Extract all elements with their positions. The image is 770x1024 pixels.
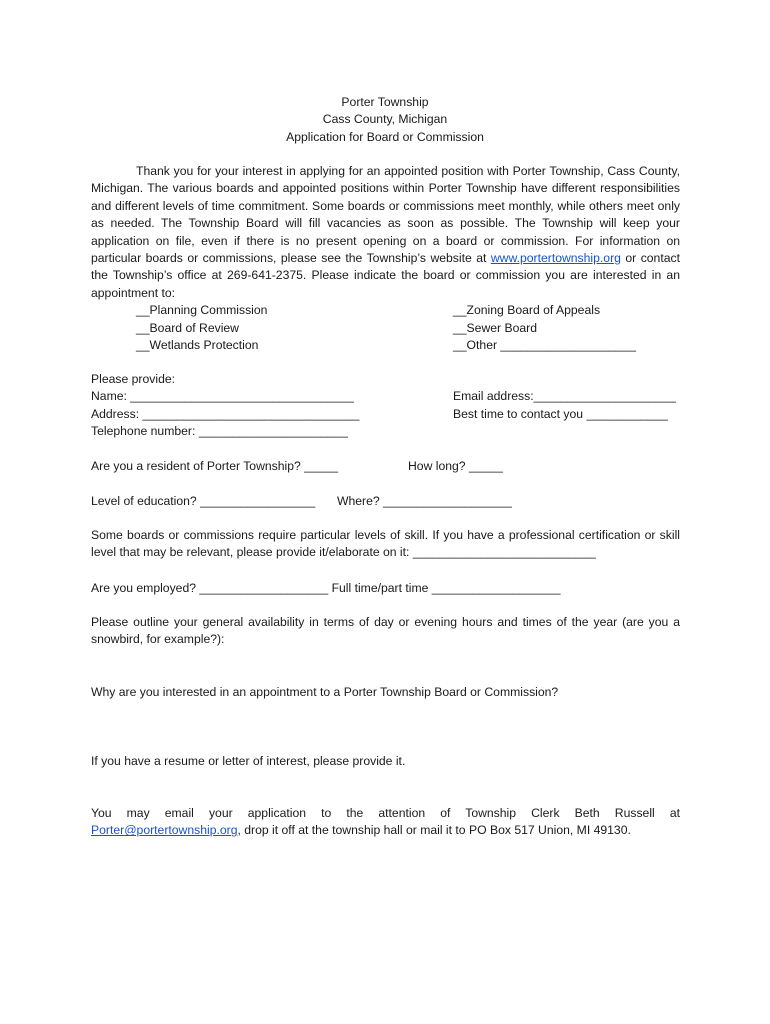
address-field[interactable]: Address: ________________________________ — [91, 407, 360, 421]
best-time-field[interactable]: Best time to contact you ____________ — [453, 407, 668, 421]
intro-text-continued: or contact the Township’s office at 269-641-2375. Please indicate the board or commission you are interested in an appointment to: — [91, 251, 680, 300]
board-option-other[interactable]: __Other ____________________ — [453, 338, 636, 352]
email-link[interactable]: Porter@portertownship.org — [91, 823, 238, 838]
board-option-review[interactable]: __Board of Review — [136, 321, 239, 335]
skills-paragraph[interactable]: Some boards or commissions require particular levels of skill. If you have a professional certification or skill level that may be relevant, please provide it/elaborate on it: ___________________________ — [91, 528, 680, 560]
telephone-field[interactable]: Telephone number: ______________________ — [91, 424, 348, 438]
county-name: Cass County, Michigan — [322, 112, 448, 127]
employment-field[interactable]: Are you employed? ___________________ Full time/part time ___________________ — [91, 581, 561, 595]
availability-question: Please outline your general availability in terms of day or evening hours and times of the year (are you a snowbird, for example?): — [91, 615, 680, 647]
township-name: Porter Township — [341, 95, 429, 109]
board-option-zoning[interactable]: __Zoning Board of Appeals — [453, 303, 601, 317]
education-where-field[interactable]: Where? ___________________ — [337, 494, 512, 508]
submission-text: You may email your application to the attention of Township Clerk Beth Russell at — [91, 806, 680, 820]
intro-paragraph — [91, 163, 680, 302]
intro-text: Thank you for your interest in applying for an appointed position with Porter Township, Cass County, Michigan. The various boards and appointed positions within Porter Township have different responsibilities and different levels of time commitment. Some boards or commissions meet monthly, while others meet only as needed. The Township Board will fill vacancies as soon as possible. The Township will keep your application on file, even if there is no present opening on a board or commission. For information on particular boards or commissions, please see the Township’s website at — [91, 164, 680, 266]
how-long-field[interactable]: How long? _____ — [408, 459, 503, 473]
board-option-wetlands[interactable]: __Wetlands Protection — [136, 338, 259, 352]
board-option-planning[interactable]: __Planning Commission — [136, 303, 268, 317]
resume-note: If you have a resume or letter of interest, please provide it. — [91, 754, 406, 768]
submission-paragraph — [91, 805, 680, 840]
board-option-sewer[interactable]: __Sewer Board — [453, 321, 538, 335]
name-field[interactable]: Name: _________________________________ — [91, 389, 354, 403]
submission-text-continued: , drop it off at the township hall or mail it to PO Box 517 Union, MI 49130. — [237, 823, 631, 838]
website-link[interactable]: www.portertownship.org — [490, 251, 621, 266]
email-field[interactable]: Email address:_____________________ — [453, 389, 676, 403]
form-title: Application for Board or Commission — [286, 129, 484, 144]
education-level-field[interactable]: Level of education? _________________ — [91, 494, 316, 508]
provide-heading: Please provide: — [91, 372, 176, 386]
resident-question[interactable]: Are you a resident of Porter Township? _____ — [91, 459, 339, 473]
interest-question: Why are you interested in an appointment to a Porter Township Board or Commission? — [91, 685, 559, 699]
document-header — [0, 94, 770, 146]
